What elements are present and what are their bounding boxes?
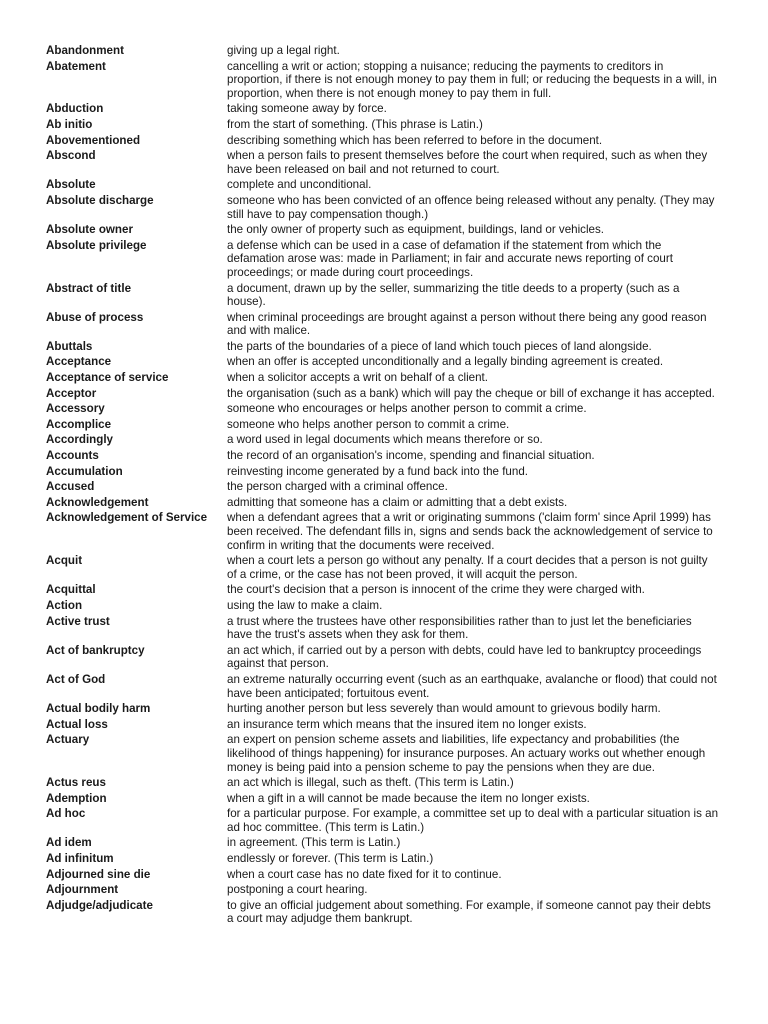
glossary-term: Absolute discharge <box>46 193 154 207</box>
glossary-definition: cancelling a writ or action; stopping a nuisance; reducing the payments to creditors in proportion, if there is not enough money to pay them in full; or reducing the bequests in a will, in proportion, when there is not enough money to pay them in full. <box>227 59 717 100</box>
glossary-entry <box>46 118 728 132</box>
glossary-definition: the court's decision that a person is innocent of the crime they were charged with. <box>227 583 645 597</box>
glossary-definition: when an offer is accepted unconditionally and a legally binding agreement is created. <box>227 355 664 369</box>
glossary-entry <box>46 899 728 926</box>
glossary-entry <box>46 60 728 101</box>
glossary-definition: when criminal proceedings are brought against a person without there being any good reason and with malice. <box>227 310 707 338</box>
glossary-definition: from the start of something. (This phrase is Latin.) <box>227 117 483 131</box>
glossary-definition: the person charged with a criminal offence. <box>227 480 448 494</box>
glossary-definition: a defense which can be used in a case of defamation if the statement from which the defamation arose was: made in Parliament; in fair and accurate news reporting of court proceedings; or made during court proceedings. <box>227 238 673 279</box>
glossary-term: Acceptor <box>46 386 97 400</box>
glossary-definition: using the law to make a claim. <box>227 598 383 612</box>
glossary-term: Action <box>46 598 83 612</box>
glossary-term: Ad idem <box>46 836 92 850</box>
glossary-entry <box>46 102 728 116</box>
glossary-definition: to give an official judgement about something. For example, if someone cannot pay their debts a court may adjudge them bankrupt. <box>227 898 711 926</box>
glossary-definition: a word used in legal documents which means therefore or so. <box>227 433 543 447</box>
glossary-entry <box>46 355 728 369</box>
glossary-entry <box>46 496 728 510</box>
glossary-definition: when a court lets a person go without any penalty. If a court decides that a person is not guilty of a crime, or the case has not been proved, it will acquit the person. <box>227 554 708 581</box>
glossary-term: Adjourned sine die <box>46 867 151 881</box>
glossary-entry <box>46 807 728 834</box>
glossary-definition: endlessly or forever. (This term is Latin.) <box>227 852 434 866</box>
glossary-definition: when a court case has no date fixed for it to continue. <box>227 867 502 881</box>
glossary-term: Accounts <box>46 449 99 463</box>
glossary-term: Act of God <box>46 672 106 686</box>
glossary-definition: hurting another person but less severely than would amount to grievous bodily harm. <box>227 702 661 716</box>
glossary-entry <box>46 311 728 338</box>
glossary-definition: someone who encourages or helps another person to commit a crime. <box>227 402 587 416</box>
glossary-definition: an extreme naturally occurring event (such as an earthquake, avalanche or flood) that could not have been anticipated; fortuitous event. <box>227 672 717 700</box>
glossary-entry <box>46 673 728 700</box>
glossary-entry <box>46 776 728 790</box>
glossary-term: Ad hoc <box>46 807 86 821</box>
glossary-entry <box>46 402 728 416</box>
glossary-definition: for a particular purpose. For example, a committee set up to deal with a particular situation is an ad hoc committee. (This term is Latin.) <box>227 807 719 834</box>
glossary-entry <box>46 702 728 716</box>
glossary-entry <box>46 433 728 447</box>
glossary-term: Acknowledgement <box>46 495 149 509</box>
glossary-term: Absolute owner <box>46 223 133 237</box>
glossary-entry <box>46 340 728 354</box>
glossary-list <box>46 44 728 926</box>
glossary-term: Adjudge/adjudicate <box>46 898 153 912</box>
glossary-definition: an expert on pension scheme assets and liabilities, life expectancy and probabilities (the likelihood of things happening) for insurance purposes. An actuary works out whether enough money is being paid into a pension scheme to pay the pensions when they are due. <box>227 733 706 774</box>
glossary-definition: when a person fails to present themselves before the court when required, such as when they have been released on bail and not returned to court. <box>227 149 708 176</box>
glossary-term: Accused <box>46 480 95 494</box>
glossary-definition: reinvesting income generated by a fund back into the fund. <box>227 464 528 478</box>
glossary-definition: the record of an organisation's income, spending and financial situation. <box>227 449 595 463</box>
glossary-entry <box>46 239 728 280</box>
glossary-entry <box>46 387 728 401</box>
glossary-term: Ademption <box>46 791 107 805</box>
glossary-entry <box>46 465 728 479</box>
glossary-definition: an act which, if carried out by a person with debts, could have led to bankruptcy proceedings against that person. <box>227 643 702 671</box>
glossary-term: Actuary <box>46 733 90 747</box>
glossary-term: Accessory <box>46 402 105 416</box>
glossary-term: Abandonment <box>46 44 124 57</box>
glossary-entry <box>46 223 728 237</box>
glossary-term: Absolute <box>46 178 96 192</box>
glossary-term: Abovementioned <box>46 133 141 147</box>
glossary-entry <box>46 644 728 671</box>
glossary-term: Accordingly <box>46 433 113 447</box>
glossary-definition: when a gift in a will cannot be made because the item no longer exists. <box>227 791 590 805</box>
glossary-term: Actual loss <box>46 717 108 731</box>
glossary-entry <box>46 371 728 385</box>
glossary-entry <box>46 178 728 192</box>
glossary-term: Acquittal <box>46 583 96 597</box>
glossary-entry <box>46 615 728 642</box>
glossary-term: Abstract of title <box>46 281 132 295</box>
glossary-definition: taking someone away by force. <box>227 102 387 116</box>
glossary-entry <box>46 836 728 850</box>
glossary-entry <box>46 282 728 309</box>
glossary-term: Ab initio <box>46 117 93 131</box>
glossary-entry <box>46 194 728 221</box>
glossary-definition: the organisation (such as a bank) which will pay the cheque or bill of exchange it has accepted. <box>227 386 715 400</box>
glossary-term: Absolute privilege <box>46 238 147 252</box>
glossary-entry <box>46 134 728 148</box>
glossary-definition: when a defendant agrees that a writ or originating summons ('claim form' since April 1999) has been received. The defendant fills in, signs and sends back the acknowledgement of service to confirm in writing that the documents were received. <box>227 511 713 552</box>
glossary-entry <box>46 554 728 581</box>
glossary-definition: complete and unconditional. <box>227 178 372 192</box>
glossary-entry <box>46 149 728 176</box>
glossary-term: Active trust <box>46 614 110 628</box>
glossary-definition: describing something which has been referred to before in the document. <box>227 133 603 147</box>
glossary-term: Acquit <box>46 554 83 568</box>
glossary-definition: postponing a court hearing. <box>227 883 368 897</box>
glossary-term: Acceptance <box>46 355 112 369</box>
glossary-entry <box>46 480 728 494</box>
glossary-entry <box>46 852 728 866</box>
glossary-definition: an insurance term which means that the insured item no longer exists. <box>227 717 587 731</box>
glossary-term: Accomplice <box>46 417 112 431</box>
glossary-entry <box>46 511 728 552</box>
glossary-definition: admitting that someone has a claim or admitting that a debt exists. <box>227 495 568 509</box>
glossary-definition: the parts of the boundaries of a piece of land which touch pieces of land alongside. <box>227 339 652 353</box>
glossary-entry <box>46 868 728 882</box>
glossary-definition: the only owner of property such as equipment, buildings, land or vehicles. <box>227 223 605 237</box>
glossary-term: Acknowledgement of Service <box>46 511 208 525</box>
glossary-definition: someone who has been convicted of an offence being released without any penalty. (They may still have to pay compensation though.) <box>227 193 715 221</box>
glossary-term: Abuse of process <box>46 310 144 324</box>
glossary-definition: when a solicitor accepts a writ on behalf of a client. <box>227 371 488 385</box>
glossary-entry <box>46 718 728 732</box>
glossary-term: Ad infinitum <box>46 852 114 866</box>
glossary-term: Adjournment <box>46 883 119 897</box>
glossary-term: Accumulation <box>46 464 123 478</box>
glossary-definition: a document, drawn up by the seller, summarizing the title deeds to a property (such as a house). <box>227 281 680 309</box>
glossary-entry <box>46 599 728 613</box>
glossary-term: Acceptance of service <box>46 371 169 385</box>
glossary-definition: a trust where the trustees have other responsibilities rather than to just let the beneficiaries have the trust's assets when they ask for them. <box>227 614 692 642</box>
glossary-entry <box>46 418 728 432</box>
glossary-entry <box>46 44 728 58</box>
glossary-definition: an act which is illegal, such as theft. (This term is Latin.) <box>227 776 514 790</box>
glossary-term: Abscond <box>46 149 96 163</box>
glossary-term: Abduction <box>46 102 104 116</box>
glossary-term: Actual bodily harm <box>46 702 151 716</box>
glossary-definition: in agreement. (This term is Latin.) <box>227 836 401 850</box>
glossary-entry <box>46 733 728 774</box>
glossary-definition: someone who helps another person to commit a crime. <box>227 417 510 431</box>
glossary-term: Actus reus <box>46 776 106 790</box>
glossary-term: Act of bankruptcy <box>46 643 145 657</box>
glossary-term: Abatement <box>46 59 106 73</box>
glossary-entry <box>46 583 728 597</box>
glossary-entry <box>46 883 728 897</box>
glossary-definition: giving up a legal right. <box>227 44 340 57</box>
glossary-entry <box>46 792 728 806</box>
glossary-entry <box>46 449 728 463</box>
glossary-term: Abuttals <box>46 339 93 353</box>
